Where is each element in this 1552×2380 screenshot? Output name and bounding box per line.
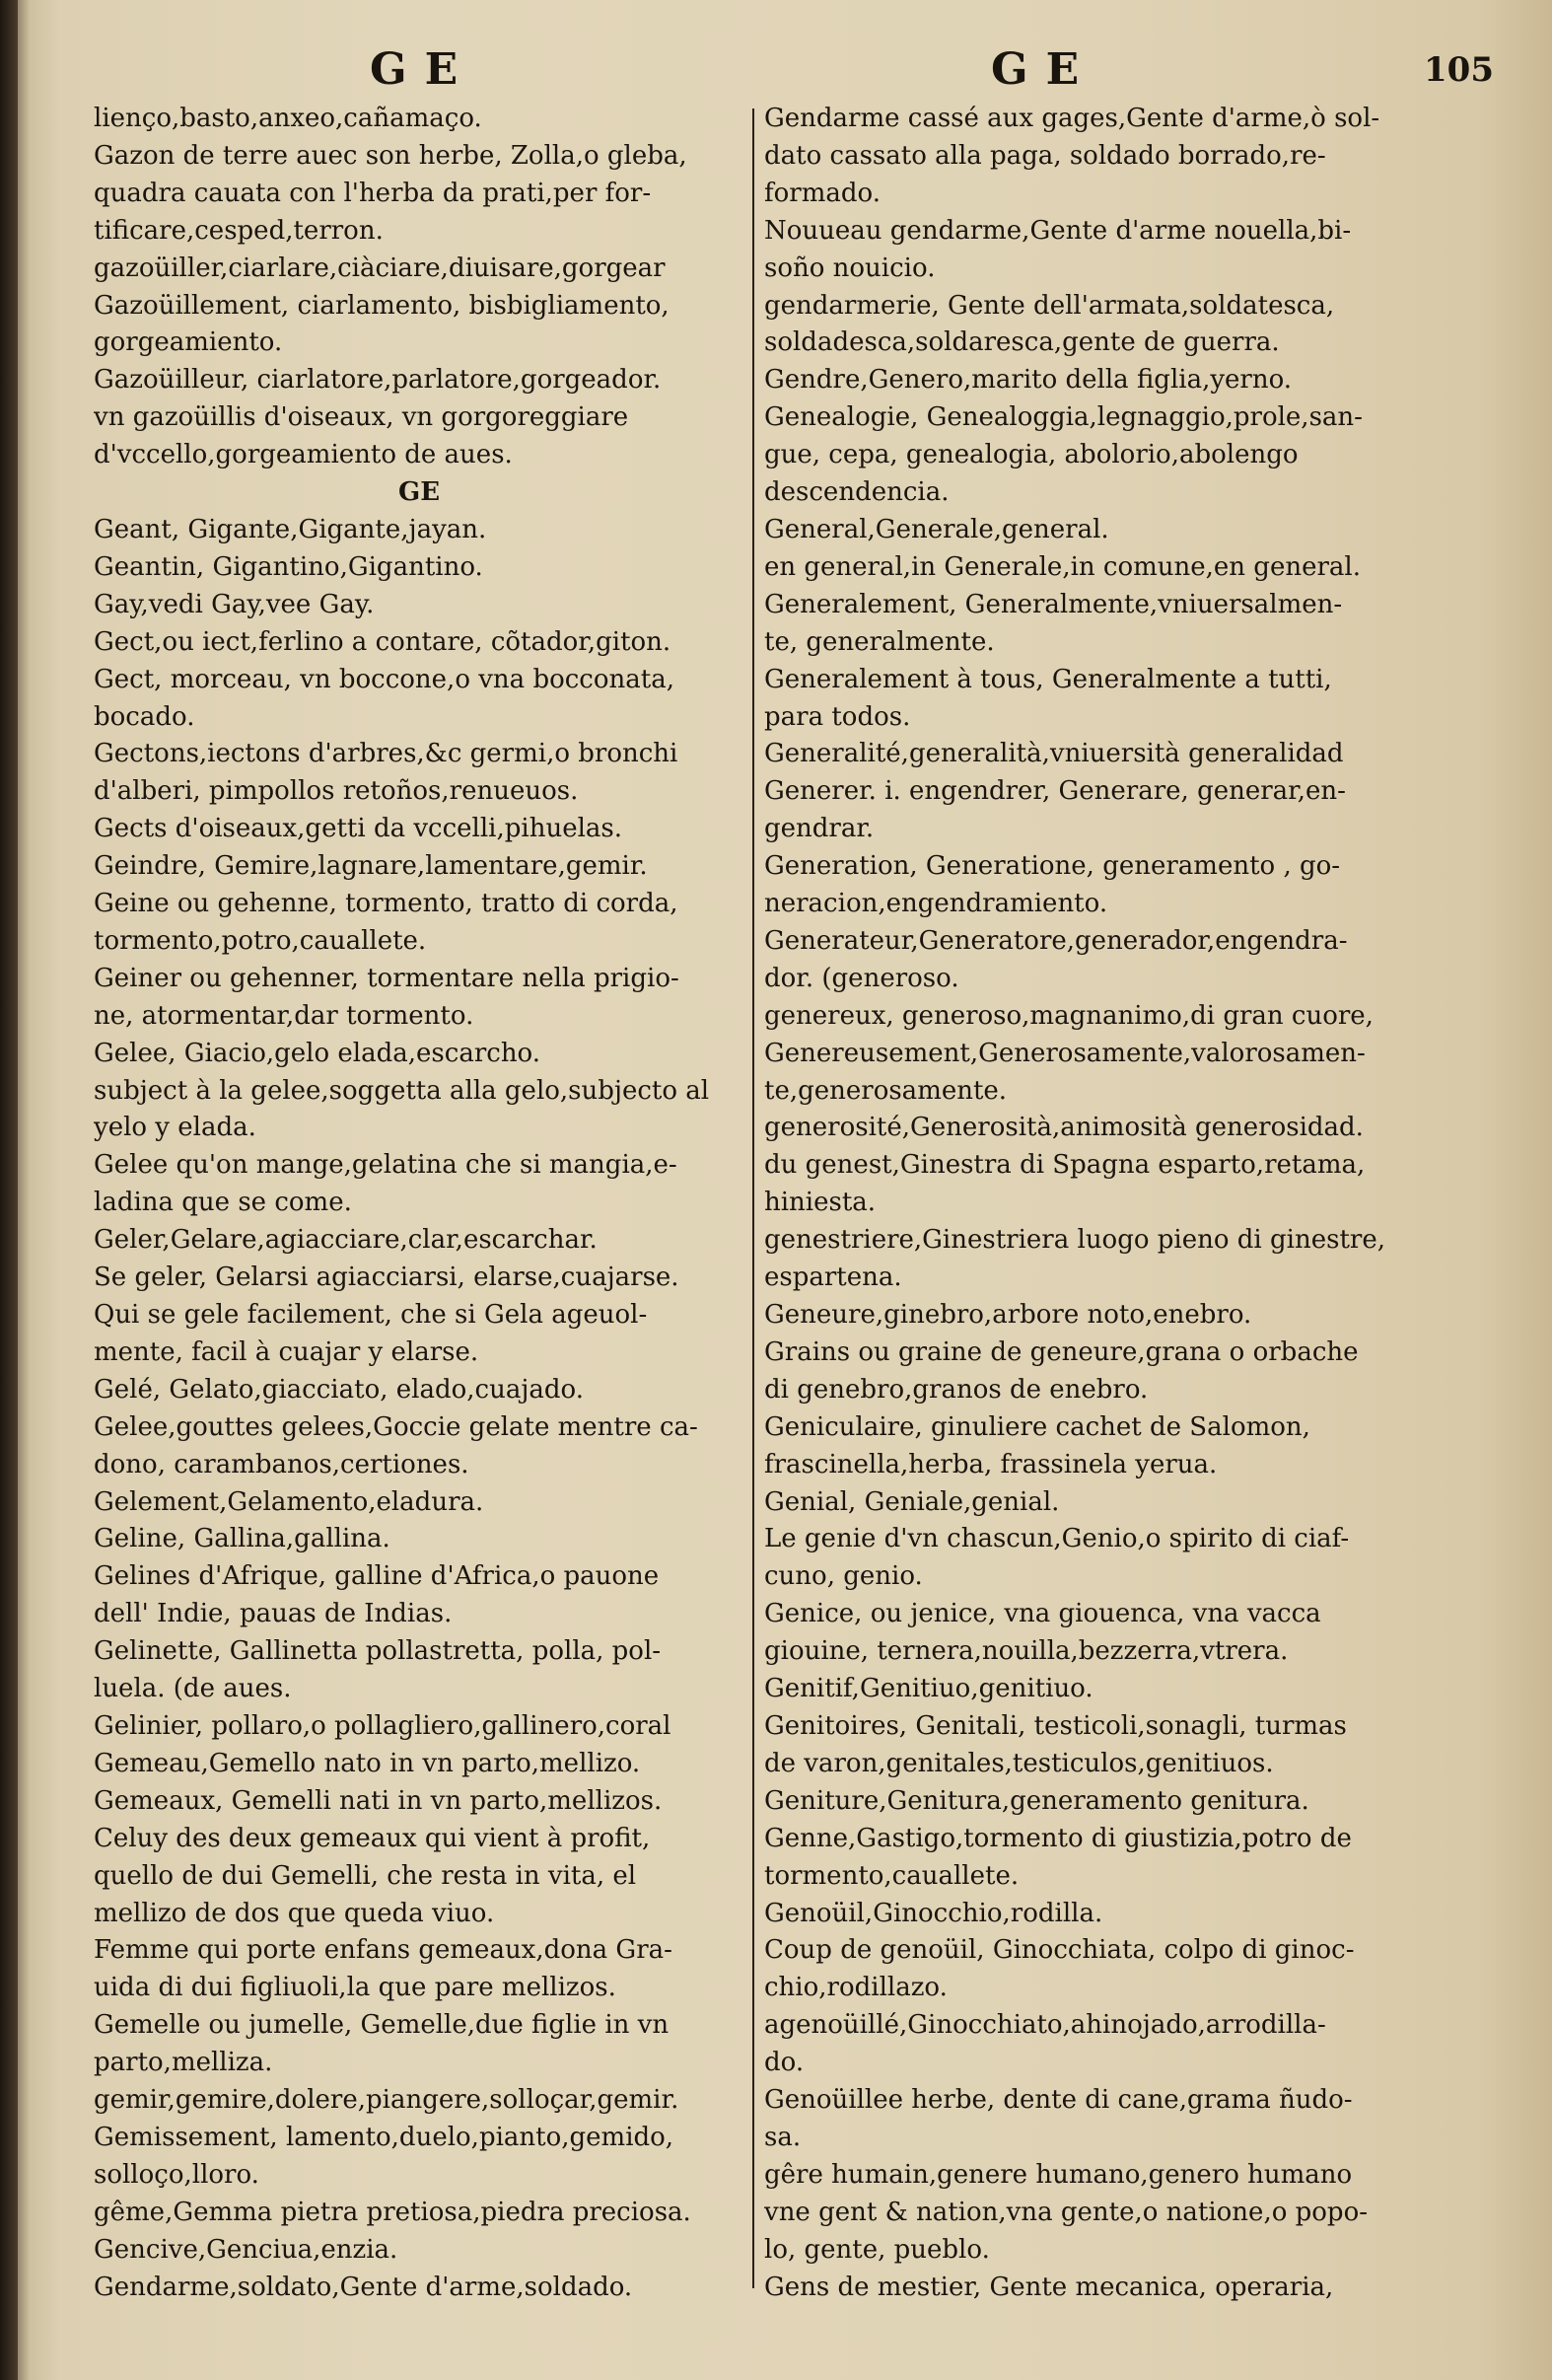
dictionary-line: Genitoires, Genitali, testicoli,sonagli, turmas <box>764 1710 1347 1741</box>
dictionary-line: sa. <box>764 2122 802 2152</box>
dictionary-line: Gendre,Genero,marito della figlia,yerno. <box>764 365 1293 396</box>
dictionary-line: de varon,genitales,testiculos,genitiuos. <box>764 1748 1274 1778</box>
dictionary-line: dono, carambanos,certiones. <box>94 1449 469 1479</box>
dictionary-line: chio,rodillazo. <box>764 1973 948 2003</box>
dictionary-line: Le genie d'vn chascun,Genio,o spirito di ciaf- <box>764 1524 1350 1554</box>
section-heading: GE <box>397 477 441 508</box>
dictionary-line: vn gazoüillis d'oiseaux, vn gorgoreggiare <box>94 402 629 433</box>
dictionary-line: neracion,engendramiento. <box>764 889 1108 919</box>
dictionary-line: Geant, Gigante,Gigante,jayan. <box>94 514 487 544</box>
dictionary-line: Gelinier, pollaro,o pollagliero,gallinero,coral <box>94 1710 671 1741</box>
dictionary-line: Gens de mestier, Gente mecanica, operaria, <box>764 2272 1334 2302</box>
left-entries <box>94 101 744 2306</box>
dictionary-line: gêre humain,genere humano,genero humano <box>764 2159 1353 2190</box>
dictionary-line: descendencia. <box>764 477 950 508</box>
dictionary-line: quello de dui Gemelli, che resta in vita, el <box>94 1860 637 1891</box>
dictionary-line: du genest,Ginestra di Spagna esparto,retama, <box>764 1150 1366 1181</box>
page-number: 105 <box>1424 50 1494 90</box>
dictionary-line: quadra cauata con l'herba da prati,per for- <box>94 178 652 208</box>
dictionary-line: genestriere,Ginestriera luogo pieno di ginestre, <box>764 1225 1385 1256</box>
dictionary-line: Generalement à tous, Generalmente a tutti, <box>764 664 1332 694</box>
dictionary-line: Gelee, Giacio,gelo elada,escarcho. <box>94 1038 541 1068</box>
dictionary-line: Gendarme cassé aux gages,Gente d'arme,ò sol- <box>764 104 1380 133</box>
dictionary-line: lienço,basto,anxeo,cañamaço. <box>94 104 482 133</box>
dictionary-line: te, generalmente. <box>764 626 995 657</box>
dictionary-line: genereux, generoso,magnanimo,di gran cuore, <box>764 1000 1374 1031</box>
dictionary-line: tormento,potro,cauallete. <box>94 925 427 956</box>
dictionary-line: Coup de genoüil, Ginocchiata, colpo di ginoc- <box>764 1935 1355 1966</box>
dictionary-line: Gemeaux, Gemelli nati in vn parto,mellizos. <box>94 1785 663 1816</box>
dictionary-line: Geline, Gallina,gallina. <box>94 1524 390 1554</box>
dictionary-line: Genice, ou jenice, vna giouenca, vna vacca <box>764 1599 1321 1629</box>
dictionary-line: bocado. <box>94 701 195 732</box>
dictionary-line: giouine, ternera,nouilla,bezzerra,vtrera. <box>764 1636 1289 1667</box>
dictionary-line: Geiner ou gehenner, tormentare nella prigio- <box>94 963 679 993</box>
right-running-head-text: GE <box>991 44 1097 95</box>
dictionary-line: Geniture,Genitura,generamento genitura. <box>764 1785 1309 1816</box>
dictionary-line: di genebro,granos de enebro. <box>764 1374 1149 1405</box>
dictionary-line: Genitif,Genitiuo,genitiuo. <box>764 1674 1093 1704</box>
dictionary-line: Generalité,generalità,vniuersità generalidad <box>764 739 1344 769</box>
dictionary-line: gazoüiller,ciarlare,ciàciare,diuisare,gorgear <box>94 252 666 283</box>
dictionary-line: Genoüil,Ginocchio,rodilla. <box>764 1898 1103 1928</box>
dictionary-line: gue, cepa, genealogia, abolorio,abolengo <box>764 440 1299 470</box>
dictionary-line: espartena. <box>764 1262 902 1293</box>
dictionary-line: soño nouicio. <box>764 252 936 283</box>
dictionary-line: tificare,cesped,terron. <box>94 215 384 246</box>
dictionary-line: Gazoüillement, ciarlamento, bisbigliamento, <box>94 290 670 321</box>
dictionary-line: en general,in Generale,in comune,en general. <box>764 551 1361 582</box>
dictionary-line: Qui se gele facilement, che si Gela ageuol- <box>94 1300 648 1330</box>
dictionary-line: Gects d'oiseaux,getti da vccelli,pihuelas. <box>94 814 623 844</box>
dictionary-line: generosité,Generosità,animosità generosidad. <box>764 1113 1364 1143</box>
dictionary-line: gemir,gemire,dolere,piangere,solloçar,gemir. <box>94 2085 679 2116</box>
dictionary-line: Gect, morceau, vn boccone,o vna bocconata, <box>94 664 674 694</box>
dictionary-line: Gelement,Gelamento,eladura. <box>94 1486 484 1517</box>
dictionary-line: Geindre, Gemire,lagnare,lamentare,gemir. <box>94 851 648 882</box>
dictionary-line: Genoüillee herbe, dente di cane,grama ñudo- <box>764 2085 1353 2116</box>
dictionary-line: Gencive,Genciua,enzia. <box>94 2234 398 2265</box>
dictionary-line: Gay,vedi Gay,vee Gay. <box>94 589 375 619</box>
dictionary-line: mellizo de dos que queda viuo. <box>94 1898 495 1928</box>
dictionary-line: Gazon de terre auec son herbe, Zolla,o gleba, <box>94 140 687 171</box>
dictionary-line: parto,melliza. <box>94 2048 273 2078</box>
dictionary-line: Gazoüilleur, ciarlatore,parlatore,gorgeador. <box>94 365 662 396</box>
dictionary-line: mente, facil à cuajar y elarse. <box>94 1336 479 1367</box>
dictionary-line: Generer. i. engendrer, Generare, generar,en- <box>764 776 1346 807</box>
dictionary-line: Nouueau gendarme,Gente d'arme nouella,bi- <box>764 215 1352 246</box>
dictionary-line: do. <box>764 2048 805 2078</box>
dictionary-line: Gectons,iectons d'arbres,&c germi,o bronchi <box>94 739 678 769</box>
dictionary-line: Geantin, Gigantino,Gigantino. <box>94 551 483 582</box>
dictionary-line: para todos. <box>764 701 911 732</box>
dictionary-line: Gemissement, lamento,duelo,pianto,gemido, <box>94 2122 674 2152</box>
dictionary-line: gorgeamiento. <box>94 327 283 358</box>
right-entries <box>764 101 1494 2306</box>
dictionary-line: lo, gente, pueblo. <box>764 2234 990 2265</box>
dictionary-line: yelo y elada. <box>94 1113 256 1143</box>
dictionary-line: cuno, genio. <box>764 1561 923 1592</box>
dictionary-line: Genne,Gastigo,tormento di giustizia,potro de <box>764 1823 1352 1853</box>
right-running-head <box>764 39 1494 101</box>
dictionary-line: hiniesta. <box>764 1188 877 1218</box>
dictionary-line: Generalement, Generalmente,vniuersalmen- <box>764 589 1343 619</box>
dictionary-line: Gelines d'Afrique, galline d'Africa,o pauone <box>94 1561 660 1592</box>
dictionary-line: gendrar. <box>764 814 875 844</box>
dictionary-line: Gelee qu'on mange,gelatina che si mangia,e- <box>94 1150 677 1181</box>
dictionary-line: soldadesca,soldaresca,gente de guerra. <box>764 327 1280 358</box>
dictionary-line: Gelee,gouttes gelees,Goccie gelate mentre ca- <box>94 1411 698 1442</box>
dictionary-line: Genereusement,Generosamente,valorosamen- <box>764 1038 1366 1068</box>
dictionary-line: Genial, Geniale,genial. <box>764 1486 1060 1517</box>
dictionary-line: d'alberi, pimpollos retoños,renueuos. <box>94 776 579 807</box>
dictionary-line: Generation, Generatione, generamento , go- <box>764 851 1341 882</box>
dictionary-line: Genealogie, Genealoggia,legnaggio,prole,san- <box>764 402 1363 433</box>
right-column <box>764 39 1494 2306</box>
dictionary-line: Generateur,Generatore,generador,engendra- <box>764 925 1348 956</box>
dictionary-line: Se geler, Gelarsi agiacciarsi, elarse,cuajarse. <box>94 1262 679 1293</box>
dictionary-line: vne gent & nation,vna gente,o natione,o popo- <box>764 2197 1369 2227</box>
dictionary-line: Grains ou graine de geneure,grana o orbache <box>764 1336 1359 1367</box>
dictionary-line: agenoüillé,Ginocchiato,ahinojado,arrodilla- <box>764 2010 1326 2041</box>
dictionary-line: tormento,cauallete. <box>764 1860 1020 1891</box>
dictionary-line: Gelé, Gelato,giacciato, elado,cuajado. <box>94 1374 584 1405</box>
dictionary-line: ne, atormentar,dar tormento. <box>94 1000 474 1031</box>
dictionary-line: dell' Indie, pauas de Indias. <box>94 1599 453 1629</box>
dictionary-line: Gelinette, Gallinetta pollastretta, polla, pol- <box>94 1636 662 1667</box>
dictionary-line: Celuy des deux gemeaux qui vient à profit, <box>94 1823 651 1853</box>
dictionary-line: luela. (de aues. <box>94 1674 292 1704</box>
dictionary-line: Geneure,ginebro,arbore noto,enebro. <box>764 1300 1252 1330</box>
column-rule <box>752 108 754 2288</box>
dictionary-line: gendarmerie, Gente dell'armata,soldatesca, <box>764 290 1335 321</box>
dictionary-line: ladina que se come. <box>94 1188 352 1218</box>
dictionary-line: Geniculaire, ginuliere cachet de Salomon, <box>764 1411 1310 1442</box>
dictionary-line: gême,Gemma pietra pretiosa,piedra preciosa. <box>94 2197 691 2227</box>
dictionary-line: uida di dui figliuoli,la que pare mellizos. <box>94 1973 616 2003</box>
dictionary-line: d'vccello,gorgeamiento de aues. <box>94 440 513 470</box>
dictionary-line: Geine ou gehenne, tormento, tratto di corda, <box>94 889 678 919</box>
dictionary-line: subject à la gelee,soggetta alla gelo,subjecto al <box>94 1075 710 1106</box>
binding-edge <box>0 0 18 2380</box>
dictionary-line: General,Generale,general. <box>764 514 1109 544</box>
dictionary-line: te,generosamente. <box>764 1075 1008 1106</box>
dictionary-line: Gemelle ou jumelle, Gemelle,due figlie in vn <box>94 2010 670 2041</box>
dictionary-line: formado. <box>764 178 881 208</box>
dictionary-line: dato cassato alla paga, soldado borrado,re- <box>764 140 1326 171</box>
left-column <box>94 39 744 2306</box>
dictionary-line: frascinella,herba, frassinela yerua. <box>764 1449 1218 1479</box>
dictionary-line: Femme qui porte enfans gemeaux,dona Gra- <box>94 1935 672 1966</box>
dictionary-line: dor. (generoso. <box>764 963 959 993</box>
dictionary-line: Gect,ou iect,ferlino a contare, cõtador,giton. <box>94 626 671 657</box>
dictionary-line: solloço,lloro. <box>94 2159 259 2190</box>
dictionary-line: Gemeau,Gemello nato in vn parto,mellizo. <box>94 1748 641 1778</box>
dictionary-line: Gendarme,soldato,Gente d'arme,soldado. <box>94 2272 633 2302</box>
dictionary-line: Geler,Gelare,agiacciare,clar,escarchar. <box>94 1225 598 1256</box>
left-running-head: GE <box>370 44 476 95</box>
